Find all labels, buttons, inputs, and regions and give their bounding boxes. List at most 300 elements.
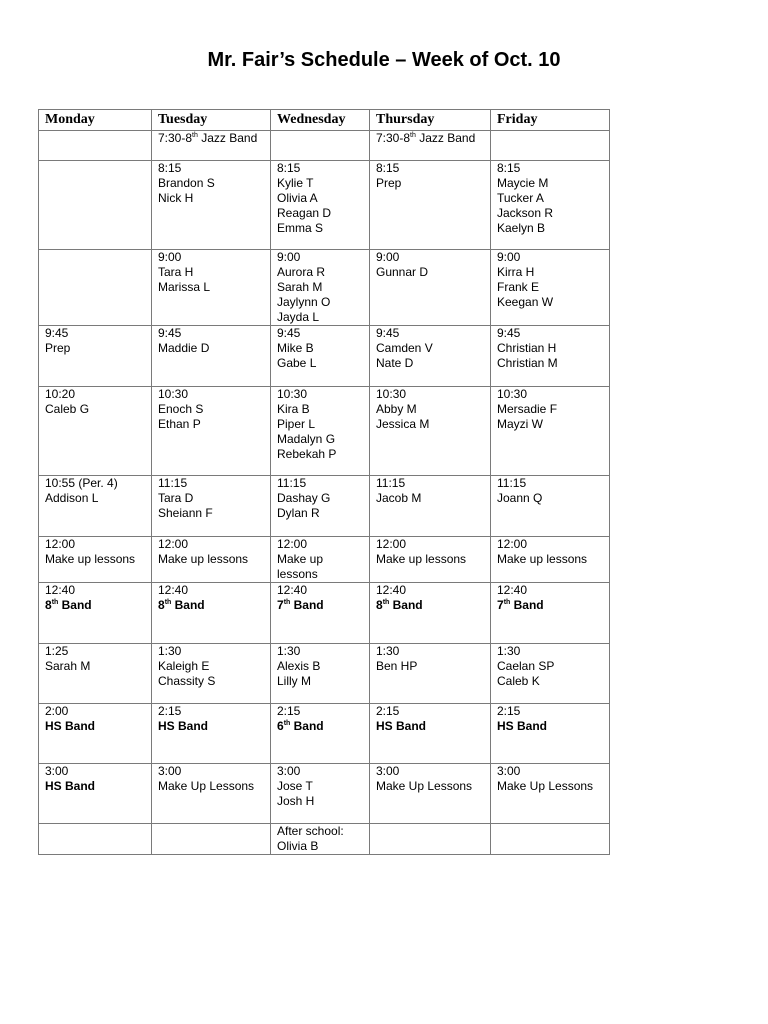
lesson-entry — [277, 552, 369, 567]
schedule-cell-thursday — [370, 326, 491, 387]
lesson-entry — [158, 719, 270, 734]
schedule-cell-friday — [491, 824, 610, 855]
lesson-entry — [497, 356, 609, 371]
lesson-time — [45, 387, 151, 402]
entry-text-after: Jazz Band — [415, 131, 476, 145]
lesson-time — [376, 644, 490, 659]
entry-text: 8 — [158, 598, 165, 612]
entry-text: HS Band — [158, 719, 209, 733]
entry-text: Caleb G — [45, 402, 90, 416]
ordinal-suffix: th — [410, 132, 416, 139]
lesson-entry — [376, 417, 490, 432]
lesson-entry — [497, 341, 609, 356]
lesson-entry — [277, 659, 369, 674]
lesson-time — [376, 131, 490, 146]
lesson-time — [45, 583, 151, 598]
schedule-cell-tuesday — [152, 250, 271, 326]
lesson-entry — [277, 341, 369, 356]
entry-text: Nate D — [376, 356, 414, 370]
lesson-time — [45, 537, 151, 552]
schedule-cell-thursday — [370, 764, 491, 824]
schedule-cell-friday — [491, 704, 610, 764]
entry-text: 9:45 — [158, 326, 182, 340]
entry-text: Kaleigh E — [158, 659, 210, 673]
lesson-time — [45, 326, 151, 341]
lesson-time — [277, 644, 369, 659]
lesson-entry — [158, 265, 270, 280]
lesson-entry — [497, 417, 609, 432]
entry-text: Caleb K — [497, 674, 540, 688]
schedule-cell-monday — [39, 764, 152, 824]
entry-text: 10:30 — [497, 387, 528, 401]
entry-text: Keegan W — [497, 295, 554, 309]
entry-text: 3:00 — [158, 764, 182, 778]
schedule-cell-tuesday — [152, 131, 271, 161]
lesson-entry — [45, 402, 151, 417]
lesson-time — [376, 476, 490, 491]
schedule-cell-thursday — [370, 644, 491, 704]
entry-text: 12:00 — [497, 537, 528, 551]
entry-text: Olivia B — [277, 839, 319, 853]
lesson-entry — [158, 417, 270, 432]
entry-text: Make Up Lessons — [158, 779, 255, 793]
lesson-entry — [277, 417, 369, 432]
entry-text: Prep — [45, 341, 71, 355]
entry-text: Dashay G — [277, 491, 331, 505]
lesson-entry — [497, 659, 609, 674]
lesson-entry — [376, 598, 490, 613]
lesson-entry — [277, 491, 369, 506]
lesson-entry — [497, 674, 609, 689]
entry-text: Jaylynn O — [277, 295, 331, 309]
entry-text: Christian M — [497, 356, 558, 370]
entry-text: Dylan R — [277, 506, 320, 520]
lesson-time — [497, 704, 609, 719]
lesson-time — [497, 764, 609, 779]
lesson-time — [277, 764, 369, 779]
ordinal-suffix: th — [192, 132, 198, 139]
lesson-entry — [277, 221, 369, 236]
lesson-time — [158, 326, 270, 341]
schedule-cell-monday — [39, 583, 152, 644]
entry-text: HS Band — [376, 719, 427, 733]
schedule-cell-wednesday — [271, 537, 370, 583]
lesson-time — [158, 583, 270, 598]
entry-text: 12:00 — [45, 537, 76, 551]
lesson-entry — [277, 191, 369, 206]
lesson-entry — [497, 221, 609, 236]
entry-text: Tara D — [158, 491, 194, 505]
entry-text: Gunnar D — [376, 265, 429, 279]
entry-text: Sheiann F — [158, 506, 213, 520]
lesson-entry — [277, 206, 369, 221]
schedule-cell-monday — [39, 537, 152, 583]
lesson-entry — [497, 295, 609, 310]
entry-text: Abby M — [376, 402, 417, 416]
lesson-entry — [158, 552, 270, 567]
lesson-time — [277, 250, 369, 265]
lesson-entry — [277, 432, 369, 447]
entry-text: 1:30 — [497, 644, 521, 658]
entry-text: Tara H — [158, 265, 194, 279]
lesson-entry — [158, 598, 270, 613]
entry-text: 10:30 — [376, 387, 407, 401]
lesson-time — [497, 476, 609, 491]
ordinal-suffix: th — [51, 599, 59, 606]
schedule-body — [39, 131, 610, 855]
entry-text: 2:15 — [158, 704, 182, 718]
lesson-entry — [376, 402, 490, 417]
schedule-row — [39, 476, 610, 537]
lesson-entry — [45, 552, 151, 567]
entry-text: Make Up Lessons — [497, 779, 594, 793]
schedule-cell-tuesday — [152, 476, 271, 537]
lesson-entry — [277, 280, 369, 295]
entry-text: 1:30 — [376, 644, 400, 658]
schedule-cell-friday — [491, 326, 610, 387]
lesson-entry — [497, 265, 609, 280]
entry-text: lessons — [277, 567, 318, 581]
lesson-entry — [45, 719, 151, 734]
lesson-time — [277, 326, 369, 341]
entry-text: Mayzi W — [497, 417, 543, 431]
entry-text: 9:00 — [497, 250, 521, 264]
entry-text: 9:00 — [376, 250, 400, 264]
schedule-cell-tuesday — [152, 326, 271, 387]
lesson-time — [158, 764, 270, 779]
schedule-table — [38, 109, 610, 855]
schedule-cell-friday — [491, 387, 610, 476]
entry-text: 7 — [277, 598, 284, 612]
entry-text: 10:30 — [277, 387, 308, 401]
lesson-entry — [376, 356, 490, 371]
schedule-cell-tuesday — [152, 161, 271, 250]
lesson-entry — [277, 356, 369, 371]
schedule-cell-monday — [39, 824, 152, 855]
lesson-entry — [277, 567, 369, 582]
schedule-cell-tuesday — [152, 704, 271, 764]
schedule-cell-tuesday — [152, 764, 271, 824]
entry-text: 11:15 — [158, 476, 188, 490]
entry-text: Sarah M — [45, 659, 91, 673]
column-header-tuesday: Tuesday — [152, 110, 271, 131]
schedule-cell-thursday — [370, 583, 491, 644]
entry-text-after: Band — [290, 719, 324, 733]
entry-text: 8:15 — [277, 161, 301, 175]
lesson-entry — [277, 402, 369, 417]
lesson-entry — [277, 839, 369, 854]
entry-text: 8:15 — [158, 161, 182, 175]
lesson-entry — [277, 674, 369, 689]
schedule-cell-monday — [39, 250, 152, 326]
entry-text: Josh H — [277, 794, 315, 808]
lesson-entry — [277, 295, 369, 310]
lesson-time — [277, 387, 369, 402]
entry-text: 9:00 — [277, 250, 301, 264]
lesson-entry — [497, 280, 609, 295]
entry-text: 8 — [45, 598, 52, 612]
entry-text: HS Band — [45, 779, 96, 793]
entry-text: Marissa L — [158, 280, 211, 294]
entry-text: 2:15 — [497, 704, 521, 718]
lesson-entry — [158, 659, 270, 674]
lesson-entry — [497, 491, 609, 506]
schedule-cell-wednesday — [271, 387, 370, 476]
lesson-entry — [277, 265, 369, 280]
ordinal-suffix: th — [283, 599, 291, 606]
entry-text: 11:15 — [497, 476, 527, 490]
lesson-time — [158, 537, 270, 552]
column-header-friday: Friday — [491, 110, 610, 131]
entry-text: 12:40 — [376, 583, 407, 597]
entry-text: Jessica M — [376, 417, 430, 431]
lesson-time — [497, 537, 609, 552]
entry-text: Rebekah P — [277, 447, 337, 461]
lesson-entry — [376, 341, 490, 356]
entry-text: 10:55 (Per. 4) — [45, 476, 118, 490]
entry-text: 8 — [376, 598, 383, 612]
entry-text: Chassity S — [158, 674, 216, 688]
schedule-cell-thursday — [370, 131, 491, 161]
lesson-entry — [277, 506, 369, 521]
lesson-entry — [376, 659, 490, 674]
entry-text: 1:30 — [277, 644, 301, 658]
entry-text: Christian H — [497, 341, 557, 355]
entry-text-after: Band — [290, 598, 324, 612]
entry-text: Olivia A — [277, 191, 318, 205]
entry-text: Make up lessons — [376, 552, 467, 566]
entry-text: 2:15 — [277, 704, 301, 718]
lesson-entry — [497, 552, 609, 567]
lesson-time — [376, 764, 490, 779]
lesson-time — [158, 704, 270, 719]
ordinal-suffix: th — [503, 599, 511, 606]
lesson-entry — [45, 659, 151, 674]
entry-text: Make up — [277, 552, 324, 566]
lesson-entry — [45, 779, 151, 794]
entry-text: 7 — [497, 598, 504, 612]
lesson-time — [497, 250, 609, 265]
entry-text: Kylie T — [277, 176, 314, 190]
entry-text: Kirra H — [497, 265, 535, 279]
schedule-cell-wednesday — [271, 764, 370, 824]
entry-text: Ethan P — [158, 417, 201, 431]
lesson-time — [277, 583, 369, 598]
schedule-cell-friday — [491, 537, 610, 583]
ordinal-suffix: th — [164, 599, 172, 606]
schedule-cell-monday — [39, 161, 152, 250]
schedule-cell-friday — [491, 131, 610, 161]
entry-text: Jacob M — [376, 491, 422, 505]
lesson-entry — [376, 779, 490, 794]
lesson-time — [158, 644, 270, 659]
entry-text: Maddie D — [158, 341, 210, 355]
lesson-time — [497, 583, 609, 598]
lesson-entry — [376, 265, 490, 280]
lesson-time — [158, 250, 270, 265]
lesson-time — [497, 326, 609, 341]
entry-text-after: Band — [510, 598, 544, 612]
entry-text: HS Band — [497, 719, 548, 733]
lesson-entry — [158, 491, 270, 506]
entry-text: 12:00 — [277, 537, 308, 551]
lesson-time — [497, 161, 609, 176]
lesson-time — [277, 537, 369, 552]
entry-text: Make Up Lessons — [376, 779, 473, 793]
entry-text: Enoch S — [158, 402, 204, 416]
lesson-time — [376, 161, 490, 176]
entry-text: Camden V — [376, 341, 433, 355]
entry-text: Lilly M — [277, 674, 312, 688]
schedule-cell-wednesday — [271, 704, 370, 764]
lesson-entry — [158, 191, 270, 206]
lesson-entry — [277, 719, 369, 734]
schedule-cell-tuesday — [152, 537, 271, 583]
lesson-time — [158, 476, 270, 491]
entry-text: 1:25 — [45, 644, 69, 658]
lesson-entry — [376, 552, 490, 567]
lesson-entry — [497, 402, 609, 417]
lesson-time — [497, 387, 609, 402]
entry-text-after: Band — [389, 598, 423, 612]
schedule-cell-wednesday — [271, 326, 370, 387]
entry-text: 10:30 — [158, 387, 189, 401]
entry-text: 12:00 — [158, 537, 189, 551]
lesson-entry — [497, 719, 609, 734]
schedule-row — [39, 326, 610, 387]
lesson-time — [45, 764, 151, 779]
entry-text: 9:45 — [497, 326, 521, 340]
lesson-entry — [45, 491, 151, 506]
schedule-row — [39, 644, 610, 704]
lesson-entry — [376, 719, 490, 734]
entry-text: 2:00 — [45, 704, 69, 718]
entry-text: Brandon S — [158, 176, 215, 190]
entry-text: 9:45 — [376, 326, 400, 340]
lesson-entry — [277, 794, 369, 809]
schedule-row — [39, 824, 610, 855]
lesson-entry — [158, 341, 270, 356]
entry-text: 12:40 — [158, 583, 189, 597]
lesson-time — [376, 326, 490, 341]
entry-text: Caelan SP — [497, 659, 555, 673]
column-header-wednesday: Wednesday — [271, 110, 370, 131]
schedule-row — [39, 537, 610, 583]
schedule-cell-tuesday — [152, 583, 271, 644]
ordinal-suffix: th — [283, 720, 291, 727]
schedule-cell-wednesday — [271, 161, 370, 250]
entry-text: 2:15 — [376, 704, 400, 718]
schedule-cell-wednesday — [271, 583, 370, 644]
lesson-entry — [158, 506, 270, 521]
entry-text-after: Band — [171, 598, 205, 612]
schedule-cell-friday — [491, 476, 610, 537]
lesson-time — [277, 704, 369, 719]
entry-text-after: Band — [58, 598, 92, 612]
entry-text: 6 — [277, 719, 284, 733]
entry-text: Maycie M — [497, 176, 549, 190]
entry-text: 12:40 — [45, 583, 76, 597]
entry-text: HS Band — [45, 719, 96, 733]
schedule-row — [39, 583, 610, 644]
entry-text: Joann Q — [497, 491, 543, 505]
entry-text: Make up lessons — [158, 552, 249, 566]
schedule-cell-friday — [491, 583, 610, 644]
schedule-cell-thursday — [370, 161, 491, 250]
lesson-time — [376, 583, 490, 598]
schedule-cell-thursday — [370, 387, 491, 476]
entry-text: 3:00 — [497, 764, 521, 778]
entry-text: Prep — [376, 176, 402, 190]
lesson-time — [376, 537, 490, 552]
entry-text: Ben HP — [376, 659, 418, 673]
lesson-entry — [497, 206, 609, 221]
entry-text: 12:40 — [497, 583, 528, 597]
schedule-cell-wednesday — [271, 131, 370, 161]
entry-text: Jackson R — [497, 206, 554, 220]
lesson-entry — [158, 779, 270, 794]
schedule-row — [39, 161, 610, 250]
schedule-cell-monday — [39, 387, 152, 476]
schedule-row — [39, 704, 610, 764]
schedule-cell-thursday — [370, 704, 491, 764]
lesson-entry — [497, 191, 609, 206]
schedule-cell-wednesday — [271, 824, 370, 855]
schedule-cell-monday — [39, 644, 152, 704]
entry-text: 9:45 — [45, 326, 69, 340]
schedule-cell-friday — [491, 250, 610, 326]
lesson-entry — [158, 402, 270, 417]
schedule-cell-thursday — [370, 250, 491, 326]
lesson-time — [376, 704, 490, 719]
schedule-row — [39, 387, 610, 476]
entry-text: 3:00 — [376, 764, 400, 778]
entry-text: 7:30-8 — [376, 131, 411, 145]
entry-text: 9:45 — [277, 326, 301, 340]
ordinal-suffix: th — [382, 599, 390, 606]
lesson-time — [376, 250, 490, 265]
entry-text: 1:30 — [158, 644, 182, 658]
lesson-entry — [158, 176, 270, 191]
schedule-cell-monday — [39, 131, 152, 161]
entry-text: Tucker A — [497, 191, 544, 205]
entry-text: 11:15 — [277, 476, 307, 490]
lesson-time — [277, 824, 369, 839]
schedule-row — [39, 764, 610, 824]
schedule-cell-wednesday — [271, 476, 370, 537]
column-header-monday: Monday — [39, 110, 152, 131]
lesson-time — [158, 387, 270, 402]
entry-text: Make up lessons — [497, 552, 588, 566]
entry-text: After school: — [277, 824, 344, 838]
lesson-time — [277, 476, 369, 491]
entry-text: Mike B — [277, 341, 314, 355]
lesson-entry — [277, 779, 369, 794]
entry-text: 9:00 — [158, 250, 182, 264]
entry-text: 10:20 — [45, 387, 76, 401]
schedule-cell-thursday — [370, 476, 491, 537]
page-title: Mr. Fair’s Schedule – Week of Oct. 10 — [207, 49, 561, 71]
entry-text: 8:15 — [497, 161, 521, 175]
entry-text: Addison L — [45, 491, 99, 505]
entry-text: 8:15 — [376, 161, 400, 175]
schedule-row — [39, 250, 610, 326]
lesson-entry — [158, 674, 270, 689]
entry-text: Make up lessons — [45, 552, 136, 566]
lesson-entry — [277, 176, 369, 191]
lesson-entry — [45, 598, 151, 613]
entry-text: 12:40 — [277, 583, 308, 597]
